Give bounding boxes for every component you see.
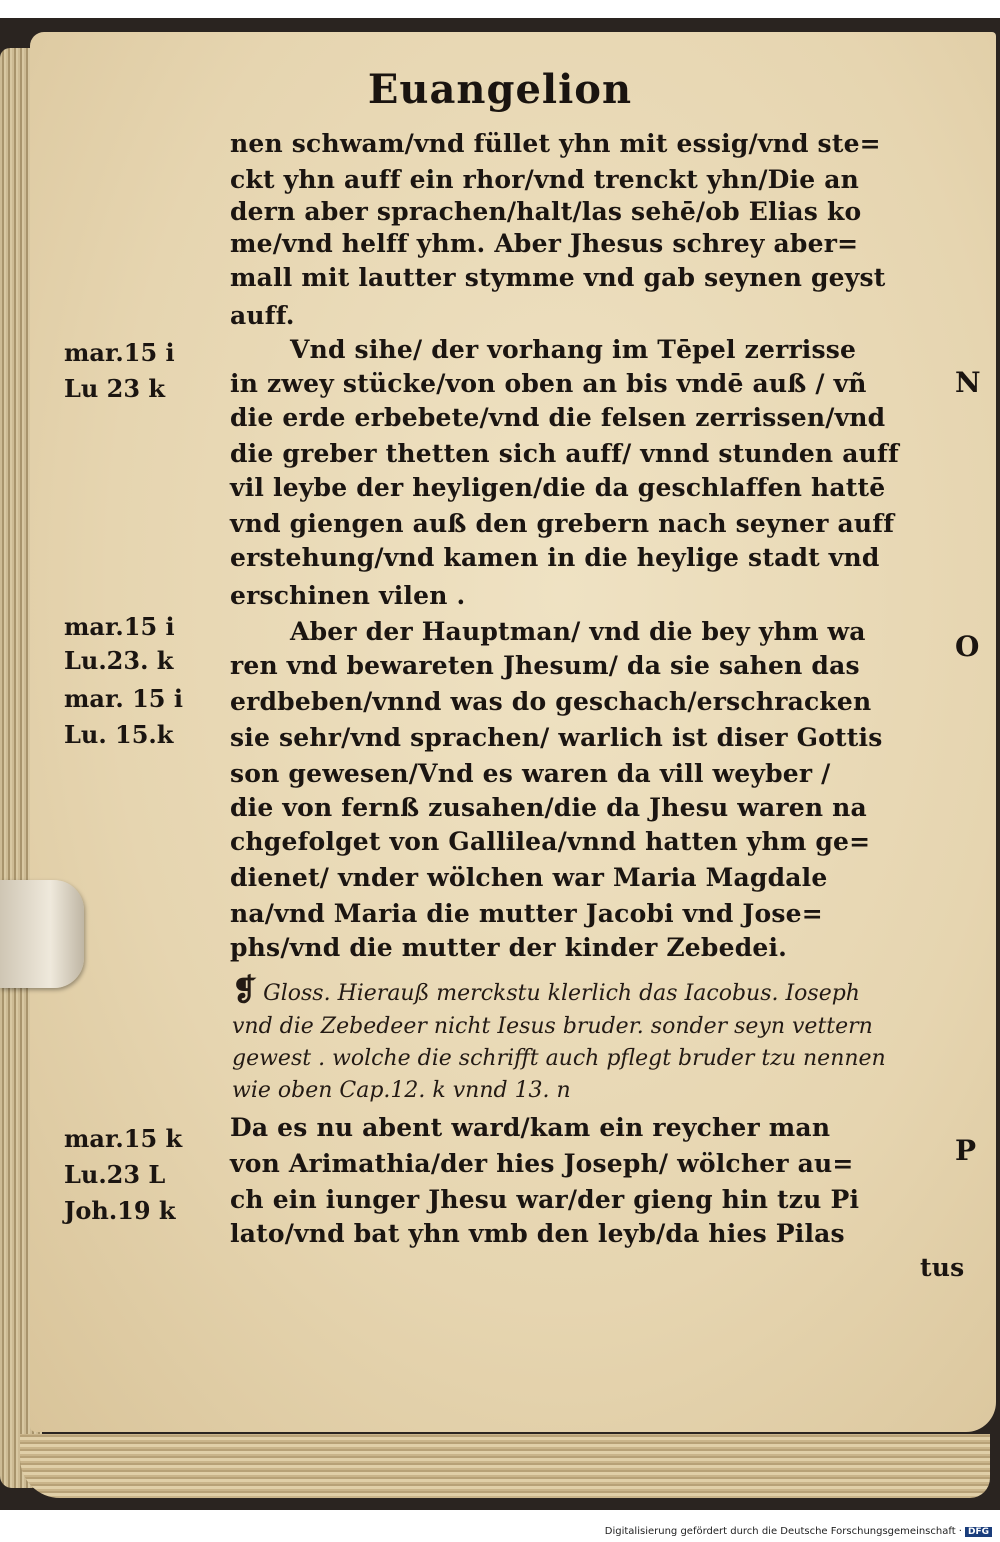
margin-reference: Lu. 15.k [64, 720, 174, 749]
text-line: lato/vnd bat yhn vmb den leyb/da hies Pilas [230, 1219, 845, 1248]
text-line: chgefolget von Gallilea/vnnd hatten yhm ge= [230, 827, 871, 856]
text-line: von Arimathia/der hies Joseph/ wölcher au= [230, 1149, 854, 1178]
text-line: nen schwam/vnd füllet yhn mit essig/vnd ste= [230, 129, 881, 158]
margin-reference: Lu 23 k [64, 374, 166, 403]
paragraph-mark-icon: ❡ [232, 973, 258, 1008]
text-line: Vnd sihe/ der vorhang im Tēpel zerrisse [290, 335, 857, 364]
margin-reference: mar.15 i [64, 338, 175, 367]
gloss-line: wie oben Cap.12. k vnnd 13. n [232, 1078, 571, 1103]
margin-reference: Joh.19 k [64, 1196, 176, 1225]
footer-credit: Digitalisierung gefördert durch die Deutsche Forschungsgemeinschaft · DFG [605, 1526, 992, 1537]
text-line: dern aber sprachen/halt/las sehē/ob Elias ko [230, 197, 862, 226]
text-line: erschinen vilen . [230, 581, 466, 610]
section-letter: O [955, 630, 980, 663]
gloss-line: gewest . wolche die schrifft auch pflegt bruder tzu nennen [232, 1046, 886, 1071]
page-title: Euangelion [367, 66, 633, 113]
text-line: vil leybe der heyligen/die da geschlaffen hattē [230, 473, 886, 502]
text-line: die erde erbebete/vnd die felsen zerrissen/vnd [230, 403, 886, 432]
margin-reference: mar.15 i [64, 612, 175, 641]
text-line: ch ein iunger Jhesu war/der gieng hin tzu Pi [230, 1185, 860, 1214]
text-line: ren vnd bewareten Jhesum/ da sie sahen das [230, 651, 860, 680]
text-line: tus [920, 1253, 965, 1282]
gloss-line: ❡ Gloss. Hierauß merckstu klerlich das Iacobus. Ioseph [232, 973, 860, 1008]
text-line: phs/vnd die mutter der kinder Zebedei. [230, 933, 788, 962]
text-line: auff. [230, 301, 295, 330]
text-line: mall mit lautter stymme vnd gab seynen geyst [230, 263, 886, 292]
text-line: die greber thetten sich auff/ vnnd stunden auff [230, 439, 899, 468]
text-line: me/vnd helff yhm. Aber Jhesus schrey aber= [230, 229, 859, 258]
text-line: Da es nu abent ward/kam ein reycher man [230, 1113, 831, 1142]
text-line: erdbeben/vnnd was do geschach/erschracken [230, 687, 872, 716]
text-line: Aber der Hauptman/ vnd die bey yhm wa [290, 617, 866, 646]
text-line: in zwey stücke/von oben an bis vndē auß / vñ [230, 369, 867, 398]
text-line: vnd giengen auß den grebern nach seyner auff [230, 509, 895, 538]
book-clasp [0, 880, 84, 988]
margin-reference: Lu.23 L [64, 1160, 166, 1189]
section-letter: P [955, 1134, 977, 1167]
margin-reference: mar. 15 i [64, 684, 183, 713]
margin-reference: mar.15 k [64, 1124, 183, 1153]
margin-reference: Lu.23. k [64, 646, 174, 675]
text-line: erstehung/vnd kamen in die heylige stadt vnd [230, 543, 880, 572]
text-line: dienet/ vnder wölchen war Maria Magdale [230, 863, 828, 892]
text-line: die von fernß zusahen/die da Jhesu waren na [230, 793, 867, 822]
text-line: na/vnd Maria die mutter Jacobi vnd Jose= [230, 899, 823, 928]
gloss-line: vnd die Zebedeer nicht Iesus bruder. sonder seyn vettern [232, 1014, 873, 1039]
dfg-logo: DFG [965, 1527, 992, 1537]
text-line: sie sehr/vnd sprachen/ warlich ist diser Gottis [230, 723, 883, 752]
text-line: ckt yhn auff ein rhor/vnd trenckt yhn/Die an [230, 165, 860, 194]
section-letter: N [955, 366, 981, 399]
text-line: son gewesen/Vnd es waren da vill weyber / [230, 759, 831, 788]
book-bottom-edge [20, 1434, 990, 1498]
